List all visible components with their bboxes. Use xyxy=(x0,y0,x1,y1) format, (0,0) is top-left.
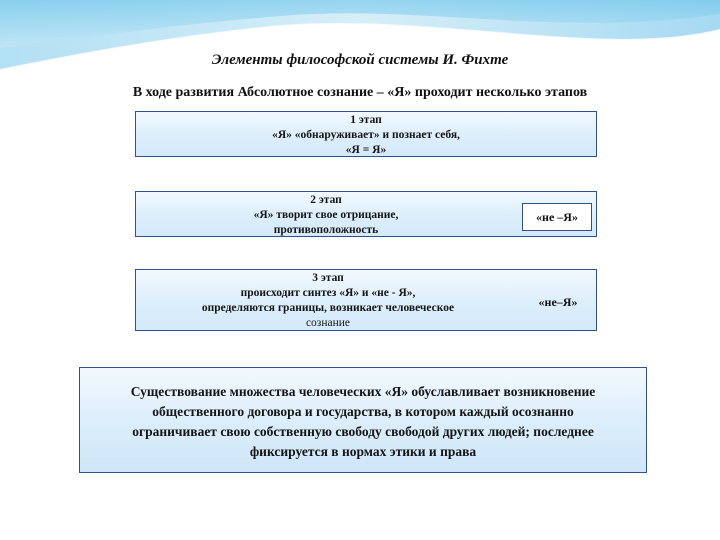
page-title: Элементы философской системы И. Фихте xyxy=(211,52,509,68)
conclusion-line-3: ограничивает свою собственную свободу свободой других людей; последнее xyxy=(132,424,594,439)
stage-2-text: «Я» творит свое отрицание, xyxy=(253,209,399,221)
stage-3-heading: 3 этап xyxy=(312,272,344,284)
stage-3-not-self-label: «не–Я» xyxy=(538,295,578,309)
page-subtitle: В ходе развития Абсолютное сознание – «Я» проходит несколько этапов xyxy=(132,85,588,100)
stage-2-heading: 2 этап xyxy=(310,194,342,206)
stage-3-text-2: определяются границы, возникает человеческое xyxy=(201,302,455,314)
stage-3-text: происходит синтез «Я» и «не - Я», xyxy=(240,287,416,299)
stage-3-text-3: сознание xyxy=(305,317,351,329)
conclusion-line-1: Существование множества человеческих «Я» обуславливает возникновение xyxy=(130,384,596,399)
stage-1-formula: «Я = Я» xyxy=(345,144,387,156)
stage-2-not-self-box: «не –Я» xyxy=(522,203,592,231)
conclusion-box xyxy=(79,367,647,473)
conclusion-line-4: фиксируется в нормах этики и права xyxy=(249,444,477,459)
stage-1-text: «Я» «обнаруживает» и познает себя, xyxy=(272,129,460,141)
stage-1-heading: 1 этап xyxy=(350,114,382,126)
stage-2-text-2: противоположность xyxy=(273,224,379,236)
conclusion-line-2: общественного договора и государства, в котором каждый осознанно xyxy=(152,404,574,419)
stage-1-box xyxy=(135,111,597,157)
